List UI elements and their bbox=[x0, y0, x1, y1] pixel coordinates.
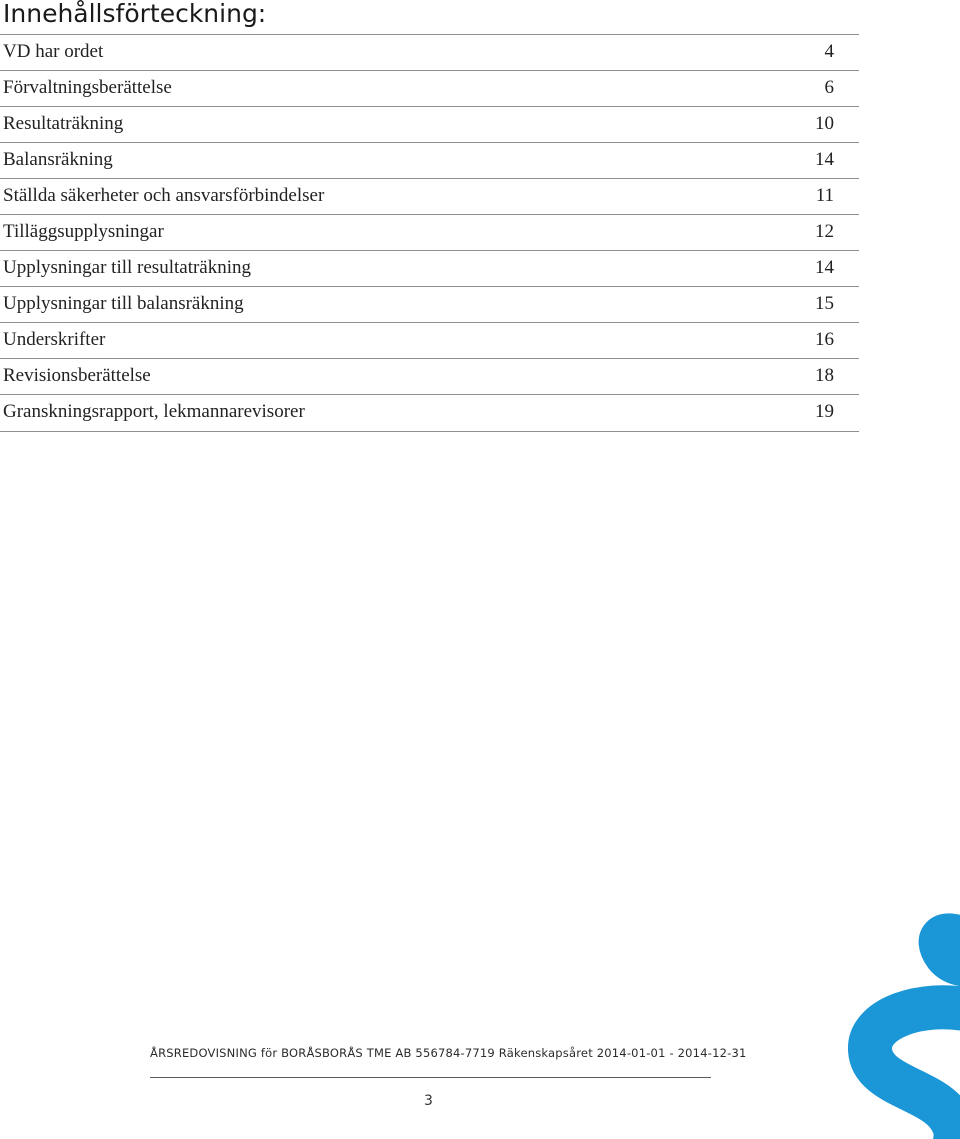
toc-row[interactable] bbox=[0, 250, 859, 286]
toc-label: Tilläggsupplysningar bbox=[3, 221, 164, 242]
toc-page-number: 14 bbox=[815, 257, 834, 278]
brand-logo-icon bbox=[830, 900, 960, 1139]
toc-page-number: 16 bbox=[815, 329, 834, 350]
toc-label: Upplysningar till resultaträkning bbox=[3, 257, 252, 278]
table-of-contents bbox=[0, 34, 859, 432]
toc-page-number: 10 bbox=[815, 113, 834, 134]
toc-label: Förvaltningsberättelse bbox=[3, 77, 172, 98]
toc-label: Upplysningar till balansräkning bbox=[3, 293, 244, 314]
toc-row[interactable] bbox=[0, 214, 859, 250]
toc-row[interactable] bbox=[0, 286, 859, 322]
footer-caption: ÅRSREDOVISNING för BORÅSBORÅS TME AB 556784-7719 Räkenskapsåret 2014-01-01 - 2014-12-31 bbox=[150, 1046, 747, 1060]
toc-label: Resultaträkning bbox=[3, 113, 124, 134]
toc-label: Balansräkning bbox=[3, 149, 113, 170]
toc-label: Ställda säkerheter och ansvarsförbindelser bbox=[3, 185, 325, 206]
toc-page-number: 11 bbox=[815, 185, 834, 206]
toc-page-number: 15 bbox=[815, 293, 834, 314]
toc-row[interactable] bbox=[0, 106, 859, 142]
toc-row[interactable] bbox=[0, 142, 859, 178]
toc-page-number: 6 bbox=[824, 77, 834, 98]
toc-row[interactable] bbox=[0, 358, 859, 394]
toc-row[interactable] bbox=[0, 394, 859, 432]
toc-page-number: 4 bbox=[824, 41, 834, 62]
toc-row[interactable] bbox=[0, 34, 859, 70]
toc-label: Revisionsberättelse bbox=[3, 365, 151, 386]
toc-label: Granskningsrapport, lekmannarevisorer bbox=[3, 401, 305, 422]
page-number: 3 bbox=[424, 1093, 433, 1109]
toc-row[interactable] bbox=[0, 70, 859, 106]
toc-page-number: 14 bbox=[815, 149, 834, 170]
footer-divider bbox=[150, 1077, 711, 1078]
toc-page-number: 19 bbox=[815, 401, 834, 422]
toc-page-number: 18 bbox=[815, 365, 834, 386]
toc-label: VD har ordet bbox=[3, 41, 104, 62]
toc-row[interactable] bbox=[0, 322, 859, 358]
toc-label: Underskrifter bbox=[3, 329, 106, 350]
toc-page-number: 12 bbox=[815, 221, 834, 242]
toc-row[interactable] bbox=[0, 178, 859, 214]
page-title: Innehållsförteckning: bbox=[3, 0, 267, 28]
